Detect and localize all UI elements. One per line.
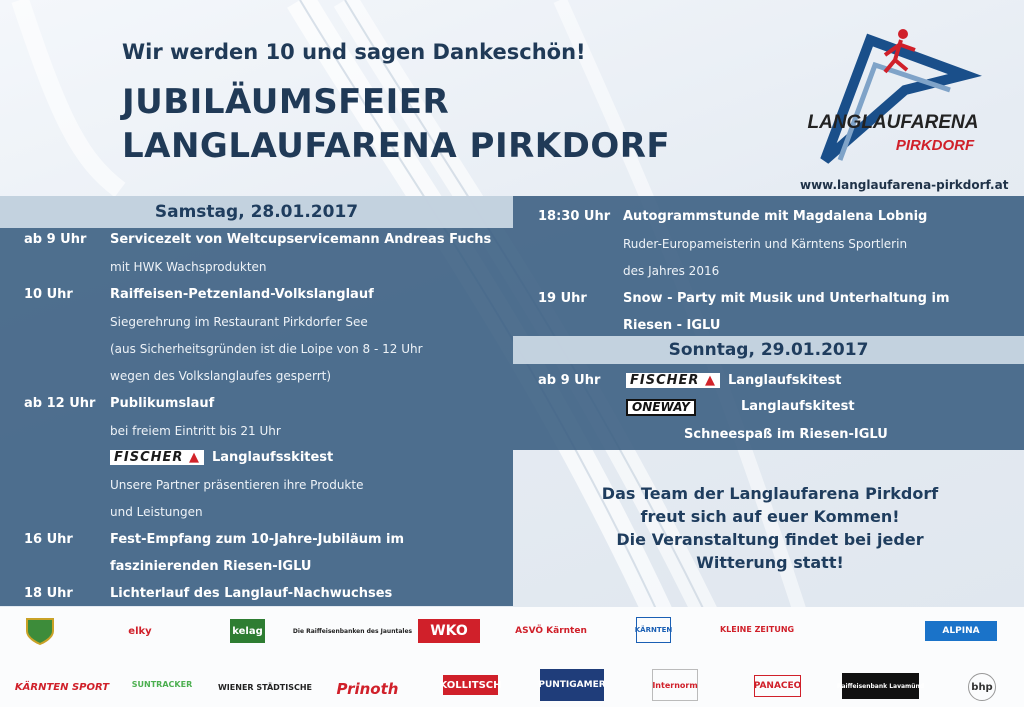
logo-text-sub: PIRKDORF [895, 137, 975, 154]
fischer-label: Langlaufskitest [727, 373, 842, 388]
website-link[interactable]: www.langlaufarena-pirkdorf.at [800, 178, 1009, 192]
langlaufarena-logo [785, 20, 995, 170]
saturday-heading: Samstag, 28.01.2017 [0, 196, 513, 228]
item-detail: bei freiem Eintritt bis 21 Uhr [110, 424, 281, 438]
title-line-1: JUBILÄUMSFEIER [122, 82, 450, 122]
item-detail: wegen des Volkslanglaufes gesperrt) [110, 369, 332, 383]
item-time: ab 9 Uhr [538, 373, 601, 388]
item-time: ab 9 Uhr [24, 232, 87, 247]
sponsor-logo: KÄRNTEN [636, 617, 671, 643]
item-detail: Ruder-Europameisterin und Kärntens Sportlerin [623, 237, 908, 251]
item-time: 18:30 Uhr [538, 209, 611, 224]
item-detail: des Jahres 2016 [623, 264, 720, 278]
sponsor-logo: WKO [418, 619, 480, 643]
item-detail: (aus Sicherheitsgründen ist die Loipe von 8 - 12 Uhr [110, 342, 423, 356]
skier-head-icon [898, 29, 908, 39]
team-message-line: Die Veranstaltung findet bei jeder [616, 530, 924, 549]
title-line-2: LANGLAUFARENA PIRKDORF [122, 126, 671, 166]
oneway-logo-text: ONEWAY [626, 399, 696, 416]
header-subtitle: Wir werden 10 und sagen Dankeschön! [122, 40, 586, 64]
item-detail: mit HWK Wachsprodukten [110, 260, 267, 274]
item-time: ab 12 Uhr [24, 396, 96, 411]
item-detail: Unsere Partner präsentieren ihre Produkte [110, 478, 364, 492]
oneway-label: Langlaufskitest [741, 399, 855, 414]
logo-text-main: LANGLAUFARENA [807, 112, 979, 133]
sponsor-logo: SUNTRACKER [131, 679, 193, 689]
item-detail: Siegerehrung im Restaurant Pirkdorfer See [110, 315, 368, 329]
fischer-triangle-icon: ▲ [188, 450, 200, 465]
sponsor-logo: Prinoth [336, 680, 399, 698]
municipality-crest-icon [25, 617, 55, 645]
item-detail: faszinierenden Riesen-IGLU [110, 559, 312, 574]
sponsor-logo: kelag [230, 619, 265, 643]
sponsor-strip [0, 607, 1024, 707]
saturday-program [0, 196, 513, 606]
sponsor-logo: KOLLITSCH [443, 675, 498, 695]
item-detail: Riesen - IGLU [623, 318, 721, 333]
sponsor-logo: Die Raiffeisenbanken des Jauntales [292, 627, 413, 635]
fischer-logo [110, 450, 204, 465]
item-title: Schneespaß im Riesen-IGLU [684, 427, 888, 442]
item-title: Snow - Party mit Musik und Unterhaltung im [623, 291, 950, 306]
sponsor-logo: PANACEO [754, 675, 801, 697]
item-time: 19 Uhr [538, 291, 587, 306]
item-title: Raiffeisen-Petzenland-Volkslanglauf [110, 287, 374, 302]
item-title: Servicezelt von Weltcupservicemann Andreas Fuchs [110, 232, 492, 247]
oneway-logo [626, 399, 696, 416]
fischer-line [626, 373, 842, 388]
fischer-logo-text: FISCHER [630, 373, 700, 388]
sponsor-logo: Internorm [652, 669, 698, 701]
fischer-line [110, 450, 333, 465]
item-time: 16 Uhr [24, 532, 73, 547]
fischer-logo [626, 373, 720, 388]
sponsor-logo: KÄRNTEN SPORT [14, 681, 110, 693]
team-message [560, 482, 980, 574]
item-detail: und Leistungen [110, 505, 203, 519]
item-time: 10 Uhr [24, 287, 73, 302]
fischer-logo-text: FISCHER [114, 450, 184, 465]
item-title: Fest-Empfang zum 10-Jahre-Jubiläum im [110, 532, 405, 547]
sponsor-logo: bhp [968, 673, 996, 701]
sponsor-logo: ALPINA [925, 621, 997, 641]
sponsor-logo: KLEINE ZEITUNG [719, 624, 795, 634]
item-title: Lichterlauf des Langlauf-Nachwuchses [110, 586, 393, 601]
item-title: Publikumslauf [110, 396, 215, 411]
fischer-label: Langlaufsskitest [211, 450, 334, 465]
sunday-heading: Sonntag, 29.01.2017 [513, 336, 1024, 364]
sponsor-logo: PUNTIGAMER [540, 669, 604, 701]
team-message-line: freut sich auf euer Kommen! [640, 507, 900, 526]
sponsor-logo: elky [128, 625, 152, 637]
sponsor-logo: WIENER STÄDTISCHE [217, 682, 313, 692]
fischer-triangle-icon: ▲ [704, 373, 716, 388]
sponsor-logo: ASVÖ Kärnten [515, 626, 587, 636]
item-title: Autogrammstunde mit Magdalena Lobnig [623, 209, 928, 224]
team-message-line: Witterung statt! [696, 553, 844, 572]
item-time: 18 Uhr [24, 586, 73, 601]
page-title [122, 80, 670, 168]
team-message-line: Das Team der Langlaufarena Pirkdorf [601, 484, 939, 503]
sponsor-logo: Raiffeisenbank Lavamünd [842, 673, 919, 699]
evening-sunday-program [513, 196, 1024, 450]
